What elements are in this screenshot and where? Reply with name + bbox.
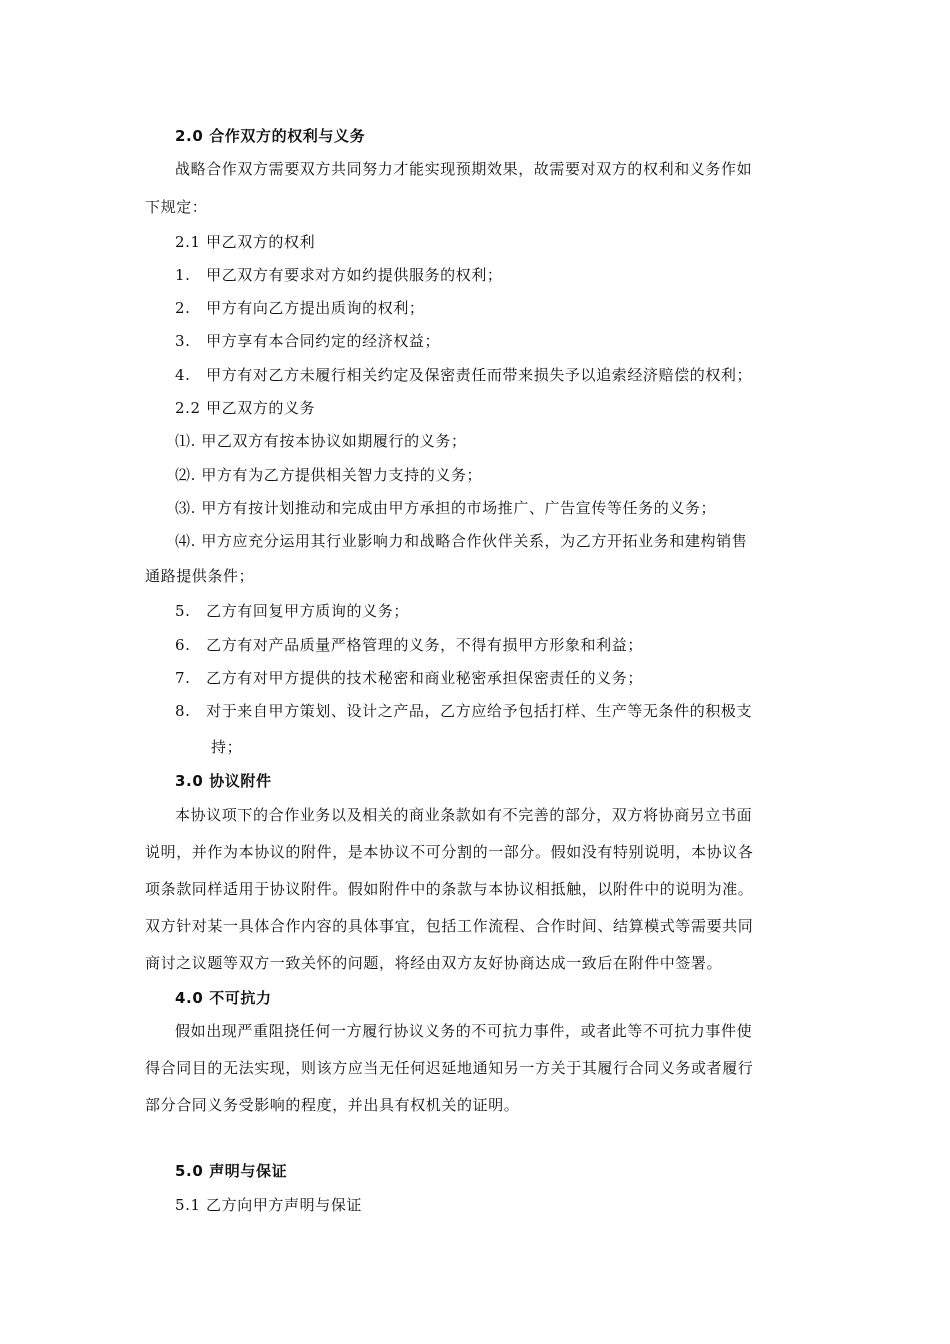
duties-item-4-cont: 通路提供条件；: [145, 567, 255, 585]
rights-subheading: 2.1 甲乙双方的权利: [175, 233, 316, 251]
duties-item-8: 8. 对于来自甲方策划、设计之产品，乙方应给予包括打样、生产等无条件的积极支: [175, 702, 753, 720]
section-2-heading: 2.0 合作双方的权利与义务: [175, 127, 366, 145]
section-4-heading: 4.0 不可抗力: [175, 989, 272, 1007]
section-3-line-3: 项条款同样适用于协议附件。假如附件中的条款与本协议相抵触，以附件中的说明为准。: [145, 880, 754, 898]
duties-item-5: 5. 乙方有回复甲方质询的义务；: [175, 602, 409, 620]
duties-subheading: 2.2 甲乙双方的义务: [175, 399, 316, 417]
duties-item-7: 7. 乙方有对甲方提供的技术秘密和商业秘密承担保密责任的义务；: [175, 669, 643, 687]
section-3-line-5: 商讨之议题等双方一致关怀的问题，将经由双方友好协商达成一致后在附件中签署。: [145, 954, 723, 972]
section-4-line-1: 假如出现严重阻挠任何一方履行协议义务的不可抗力事件，或者此等不可抗力事件使: [175, 1022, 753, 1040]
duties-item-3: ⑶. 甲方有按计划推动和完成由甲方承担的市场推广、广告宣传等任务的义务；: [175, 499, 717, 517]
section-4-line-2: 得合同目的无法实现，则该方应当无任何迟延地通知另一方关于其履行合同义务或者履行: [145, 1059, 754, 1077]
section-5-heading: 5.0 声明与保证: [175, 1162, 288, 1180]
section-3-line-2: 说明，并作为本协议的附件，是本协议不可分割的一部分。假如没有特别说明，本协议各: [145, 843, 754, 861]
rights-item-4: 4. 甲方有对乙方未履行相关约定及保密责任而带来损失予以追索经济赔偿的权利；: [175, 366, 753, 384]
section-5-1-subheading: 5.1 乙方向甲方声明与保证: [175, 1196, 363, 1214]
duties-item-1: ⑴. 甲乙双方有按本协议如期履行的义务；: [175, 432, 467, 450]
rights-item-3: 3. 甲方享有本合同约定的经济权益；: [175, 332, 441, 350]
section-3-line-4: 双方针对某一具体合作内容的具体事宜，包括工作流程、合作时间、结算模式等需要共同: [145, 917, 754, 935]
duties-item-4: ⑷. 甲方应充分运用其行业影响力和战略合作伙伴关系，为乙方开拓业务和建构销售: [175, 532, 748, 550]
rights-item-1: 1. 甲乙双方有要求对方如约提供服务的权利；: [175, 266, 503, 284]
duties-item-2: ⑵. 甲方有为乙方提供相关智力支持的义务；: [175, 466, 483, 484]
duties-item-8-cont: 持；: [211, 738, 243, 756]
section-3-line-1: 本协议项下的合作业务以及相关的商业条款如有不完善的部分，双方将协商另立书面: [175, 806, 753, 824]
section-2-intro-line-2: 下规定：: [145, 198, 208, 216]
section-3-heading: 3.0 协议附件: [175, 772, 272, 790]
section-2-intro-line-1: 战略合作双方需要双方共同努力才能实现预期效果，故需要对双方的权利和义务作如: [175, 160, 753, 178]
rights-item-2: 2. 甲方有向乙方提出质询的权利；: [175, 299, 425, 317]
duties-item-6: 6. 乙方有对产品质量严格管理的义务，不得有损甲方形象和利益；: [175, 636, 643, 654]
section-4-line-3: 部分合同义务受影响的程度，并出具有权机关的证明。: [145, 1096, 520, 1114]
